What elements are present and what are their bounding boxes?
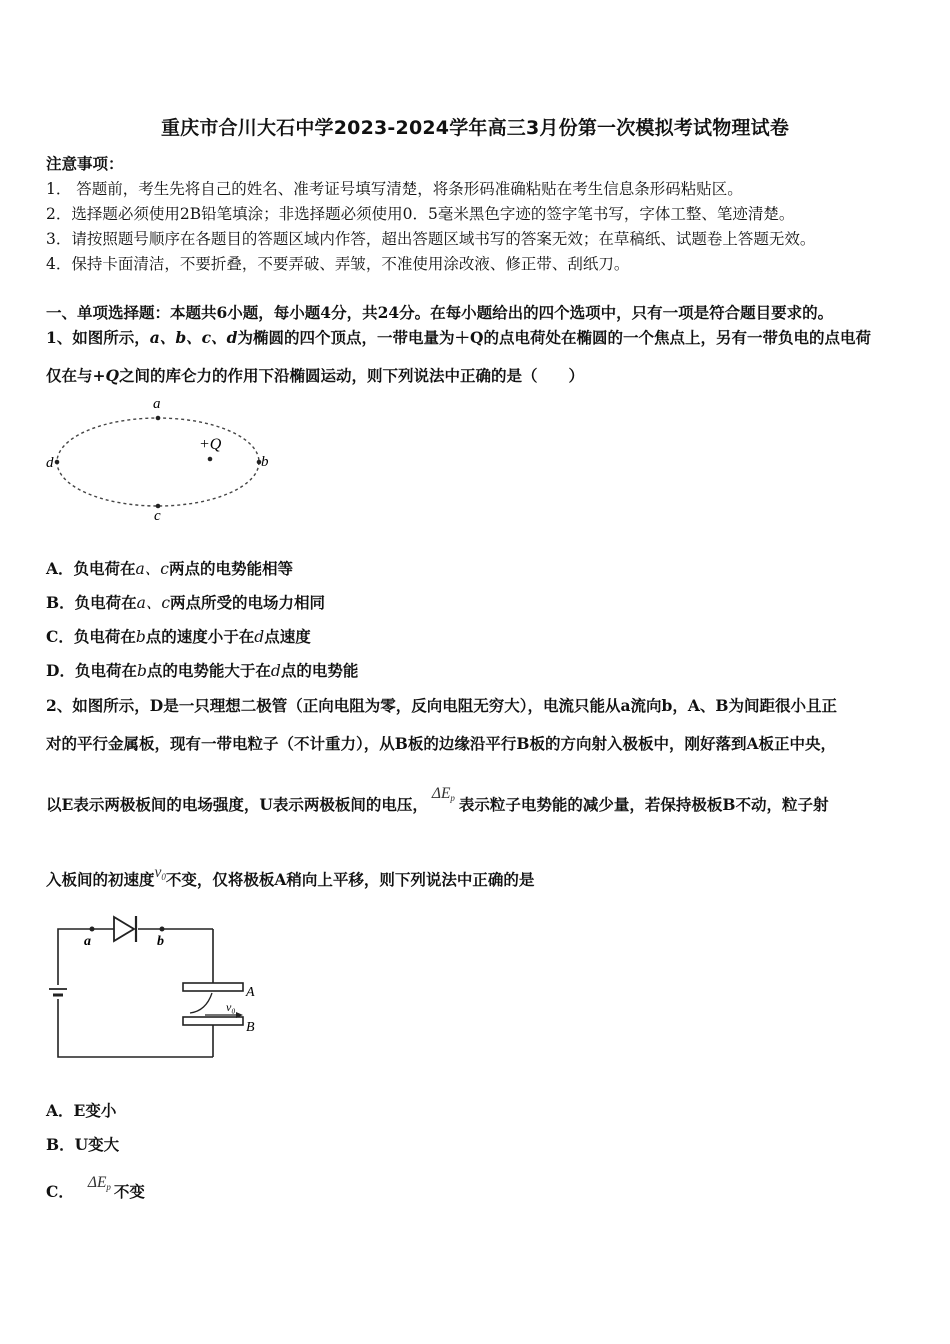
plate-b bbox=[183, 1017, 243, 1025]
particle-trajectory bbox=[190, 993, 212, 1013]
delta-ep-symbol bbox=[432, 785, 455, 802]
q1-line-1-rest: 为椭圆的四个顶点，一带电量为＋Q的点电荷处在椭圆的一个焦点上，另有一带负电的点电荷 bbox=[237, 328, 871, 347]
plate-b-label: B bbox=[246, 1020, 255, 1035]
plate-a-label: A bbox=[246, 985, 255, 1000]
q2-line-1: 2、如图所示，D是一只理想二极管（正向电阻为零，反向电阻无穷大），电流只能从a流向b，A、B为间距很小且正 bbox=[46, 696, 837, 715]
q1-option-d bbox=[46, 659, 358, 681]
q2-option-c bbox=[46, 1174, 145, 1202]
q2-line-2: 对的平行金属板，现有一带电粒子（不计重力），从B板的边缘沿平行B板的方向射入极板中，刚好落到A板正中央， bbox=[46, 734, 836, 753]
q1-option-b bbox=[46, 591, 325, 613]
notice-item-2: 2．选择题必须使用2B铅笔填涂；非选择题必须使用0．5毫米黑色字迹的签字笔书写，字体工整、笔迹清楚。 bbox=[46, 205, 795, 223]
q1-line-2-post: 之间的库仑力的作用下沿椭圆运动，则下列说法中正确的是（ ） bbox=[119, 366, 585, 385]
q2-option-c-symbol-sub: p bbox=[106, 1182, 111, 1192]
ellipse-figure bbox=[40, 392, 290, 524]
q1-option-b-suffix: 两点所受的电场力相同 bbox=[170, 593, 326, 612]
q1-option-d-var1: b bbox=[136, 662, 147, 680]
charge-dot bbox=[208, 457, 213, 462]
orbit-ellipse bbox=[57, 418, 259, 506]
q2-option-c-suffix: 不变 bbox=[113, 1182, 145, 1201]
node-a-label: a bbox=[84, 934, 91, 949]
q1-option-c-var1: b bbox=[135, 628, 146, 646]
circuit-figure bbox=[40, 905, 280, 1070]
node-b-label: b bbox=[157, 934, 164, 949]
v0-main: v bbox=[154, 864, 162, 881]
q2-option-c-symbol-main: ΔE bbox=[87, 1174, 107, 1191]
q1-option-a bbox=[46, 557, 293, 579]
notice-heading: 注意事项： bbox=[46, 154, 124, 173]
q1-option-d-mid: 点的电势能大于在 bbox=[146, 661, 271, 680]
q2-line-3-pre: 以E表示两极板间的电场强度，U表示两极板间的电压， bbox=[46, 795, 428, 814]
q1-line-2 bbox=[46, 364, 584, 386]
q1-option-a-suffix: 两点的电势能相等 bbox=[168, 559, 293, 578]
q1-option-b-vars: a、c bbox=[136, 594, 171, 612]
q2-line-3-post: 表示粒子电势能的减少量，若保持极板B不动，粒子射 bbox=[458, 795, 829, 814]
vertex-a-dot bbox=[156, 416, 161, 421]
q1-option-c-suffix: 点速度 bbox=[264, 627, 311, 646]
vertex-c-label: c bbox=[154, 508, 161, 524]
velocity-label: v₀ bbox=[226, 1000, 236, 1014]
charge-label: +Q bbox=[199, 436, 222, 453]
v0-sub: 0 bbox=[161, 872, 166, 882]
q1-option-d-suffix: 点的电势能 bbox=[280, 661, 359, 680]
notice-item-1: 1． 答题前，考生先将自己的姓名、准考证号填写清楚，将条形码准确粘贴在考生信息条形码粘贴区。 bbox=[46, 180, 743, 198]
q1-vertex-vars: a、b、c、d bbox=[149, 328, 238, 347]
q2-line-4-post: 不变，仅将极板A稍向上平移，则下列说法中正确的是 bbox=[165, 870, 535, 889]
node-b-dot bbox=[160, 927, 165, 932]
q2-option-c-symbol bbox=[88, 1174, 111, 1191]
q1-line-2-pre: 仅在与+ bbox=[46, 366, 106, 385]
q2-line-4-pre: 入板间的初速度 bbox=[46, 870, 155, 889]
notice-item-4: 4．保持卡面清洁，不要折叠，不要弄破、弄皱，不准使用涂改液、修正带、刮纸刀。 bbox=[46, 255, 630, 273]
q1-option-b-prefix: B．负电荷在 bbox=[46, 593, 137, 612]
notice-item-3: 3．请按照题号顺序在各题目的答题区域内作答，超出答题区域书写的答案无效；在草稿纸、试题卷上答题无效。 bbox=[46, 230, 816, 248]
q2-option-c-prefix: C． bbox=[46, 1182, 74, 1201]
delta-ep-sub: p bbox=[450, 793, 455, 803]
page-title: 重庆市合川大石中学2023-2024学年高三3月份第一次模拟考试物理试卷 bbox=[160, 117, 790, 139]
q1-option-c bbox=[46, 625, 311, 647]
diode-triangle bbox=[114, 917, 134, 941]
q1-option-c-var2: d bbox=[254, 628, 265, 646]
plate-a bbox=[183, 983, 243, 991]
q1-option-d-prefix: D．负电荷在 bbox=[46, 661, 137, 680]
section-heading: 一、单项选择题：本题共6小题，每小题4分，共24分。在每小题给出的四个选项中，只有一项是符合题目要求的。 bbox=[46, 303, 834, 322]
q1-charge-var: Q bbox=[105, 366, 120, 385]
q1-line-1-pre: 1、如图所示， bbox=[46, 328, 150, 347]
q2-line-3 bbox=[46, 785, 829, 815]
q2-line-4 bbox=[46, 864, 535, 890]
q1-line-1 bbox=[46, 326, 871, 348]
q1-option-a-vars: a、c bbox=[135, 560, 169, 578]
q1-option-c-mid: 点的速度小于在 bbox=[145, 627, 255, 646]
delta-ep-main: ΔE bbox=[431, 785, 451, 802]
v0-symbol bbox=[155, 864, 166, 881]
vertex-d-dot bbox=[55, 460, 60, 465]
q1-option-d-var2: d bbox=[270, 662, 281, 680]
node-a-dot bbox=[90, 927, 95, 932]
q1-option-a-prefix: A．负电荷在 bbox=[46, 559, 136, 578]
vertex-a-label: a bbox=[153, 396, 161, 412]
q1-option-c-prefix: C．负电荷在 bbox=[46, 627, 136, 646]
vertex-b-label: b bbox=[261, 454, 269, 470]
q2-option-b: B．U变大 bbox=[46, 1135, 120, 1154]
vertex-d-label: d bbox=[46, 455, 54, 471]
circuit-wire-bottom bbox=[58, 999, 213, 1057]
q2-option-a: A．E变小 bbox=[46, 1101, 117, 1120]
